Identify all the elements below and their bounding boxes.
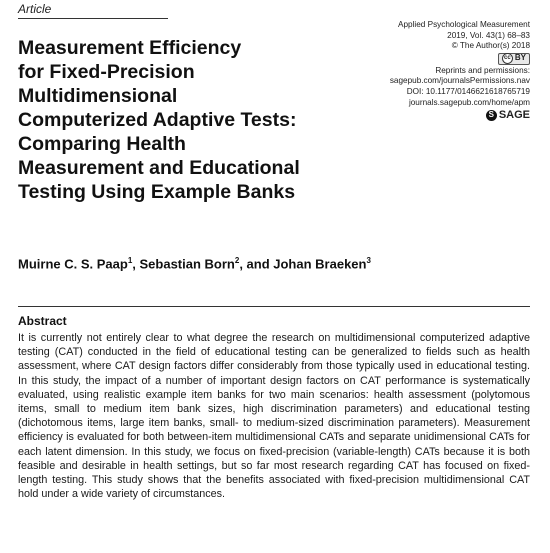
author-name[interactable]: Muirne C. S. Paap bbox=[18, 256, 128, 272]
title-line: Measurement and Educational bbox=[18, 157, 300, 179]
abstract-body: It is currently not entirely clear to what degree the research on multidimensional computerized adaptive testing (CAT) conducted in the field of educational testing can be generalized to fields such as health assessment, where CAT design factors differ considerably from those typically used in educational testing. In this study, the impact of a number of important design factors on CAT performance is systematically evaluated, using realistic example item banks for two main scenarios: health assessment (polytomous items, small to medium item bank sizes, high discrimination parameters) and educational testing (dichotomous items, large item banks, small- to medium-sized discrimination parameters). Measurement efficiency is evaluated for both between-item multidimensional CATs and separate unidimensional CATs for each latent dimension. In this study, we focus on fixed-precision (variable-length) CATs because it is both feasible and desirable in health settings, but so far most research regarding CAT has focused on fixed-length testing. This study shows that the benefits associated with fixed-precision multidimensional CAT hold under a wide variety of circumstances. bbox=[18, 332, 530, 501]
header-rule bbox=[18, 18, 168, 19]
license-badge-text: BY bbox=[514, 53, 526, 63]
sage-logo-icon: S bbox=[486, 110, 497, 121]
publisher-name: SAGE bbox=[498, 109, 530, 122]
title-line: Computerized Adaptive Tests: bbox=[18, 109, 297, 131]
abstract-heading: Abstract bbox=[18, 314, 67, 328]
title-line: Comparing Health bbox=[18, 133, 186, 155]
author-affiliation: 2 bbox=[234, 256, 240, 265]
publisher-logo bbox=[486, 110, 530, 121]
author-affiliation: 3 bbox=[366, 256, 371, 265]
creative-commons-icon[interactable] bbox=[498, 53, 530, 65]
journal-volume: 2019, Vol. 43(1) 68–83 bbox=[447, 30, 530, 40]
journal-info bbox=[360, 20, 530, 121]
title-line: Measurement Efficiency bbox=[18, 37, 242, 59]
journal-name: Applied Psychological Measurement bbox=[398, 20, 530, 29]
title-line: for Fixed-Precision bbox=[18, 61, 195, 83]
abstract-divider bbox=[18, 306, 530, 307]
license-row bbox=[360, 52, 530, 66]
title-line: Multidimensional bbox=[18, 85, 178, 107]
doi-text[interactable]: DOI: 10.1177/0146621618765719 bbox=[406, 86, 530, 96]
author-list bbox=[18, 256, 371, 271]
reprints-label: Reprints and permissions: bbox=[435, 65, 530, 75]
article-type-label: Article bbox=[18, 2, 52, 16]
copyright-notice: © The Author(s) 2018 bbox=[451, 41, 530, 51]
author-name[interactable]: Sebastian Born bbox=[139, 256, 235, 272]
author-separator: , bbox=[132, 256, 140, 272]
cc-circle-icon: cc bbox=[502, 53, 513, 64]
title-line: Testing Using Example Banks bbox=[18, 181, 296, 203]
article-title bbox=[18, 36, 378, 204]
author-separator: , and bbox=[239, 256, 274, 272]
journal-home-link[interactable]: journals.sagepub.com/home/apm bbox=[408, 97, 530, 107]
permissions-link[interactable]: sagepub.com/journalsPermissions.nav bbox=[389, 76, 530, 86]
author-affiliation: 1 bbox=[127, 256, 133, 265]
author-name[interactable]: Johan Braeken bbox=[273, 256, 367, 272]
